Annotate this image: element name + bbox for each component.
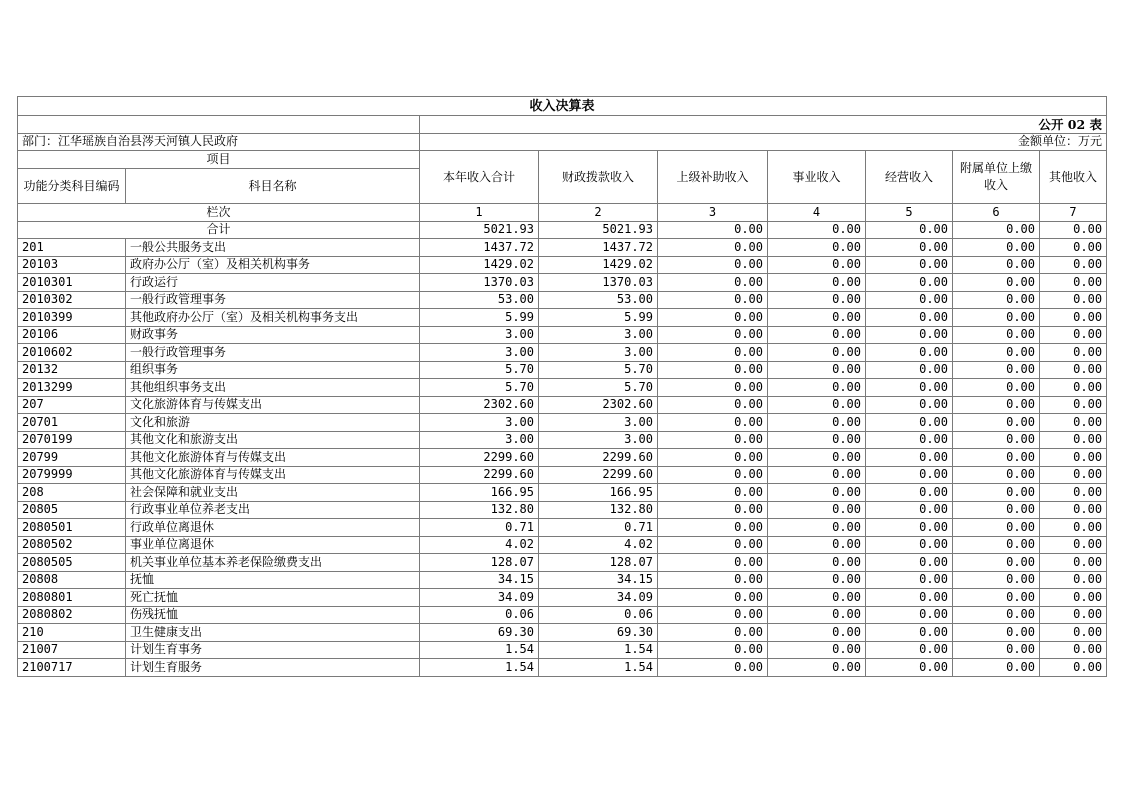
row-code: 2080802 — [18, 606, 126, 624]
row-value-col-4: 0.00 — [768, 571, 866, 589]
row-value-col-3: 0.00 — [658, 606, 768, 624]
row-value-col-6: 0.00 — [953, 589, 1040, 607]
row-value-col-3: 0.00 — [658, 344, 768, 362]
row-value-col-5: 0.00 — [866, 519, 953, 537]
row-value-col-3: 0.00 — [658, 309, 768, 327]
row-name: 行政运行 — [126, 274, 420, 292]
row-name: 一般行政管理事务 — [126, 291, 420, 309]
row-value-col-5: 0.00 — [866, 414, 953, 432]
row-value-col-5: 0.00 — [866, 606, 953, 624]
row-code: 20106 — [18, 326, 126, 344]
column-index-1: 1 — [420, 204, 539, 222]
row-value-col-6: 0.00 — [953, 239, 1040, 257]
row-value-col-1: 2302.60 — [420, 396, 539, 414]
row-value-col-7: 0.00 — [1040, 396, 1107, 414]
row-value-col-7: 0.00 — [1040, 274, 1107, 292]
row-value-col-6: 0.00 — [953, 519, 1040, 537]
row-value-col-4: 0.00 — [768, 239, 866, 257]
row-value-col-3: 0.00 — [658, 379, 768, 397]
row-value-col-5: 0.00 — [866, 624, 953, 642]
row-value-col-6: 0.00 — [953, 466, 1040, 484]
row-value-col-1: 1.54 — [420, 659, 539, 677]
header-col-1: 本年收入合计 — [420, 151, 539, 204]
row-value-col-2: 3.00 — [539, 326, 658, 344]
table-row — [18, 466, 1107, 484]
row-value-col-2: 5.99 — [539, 309, 658, 327]
table-row — [18, 624, 1107, 642]
table-row — [18, 659, 1107, 677]
row-name: 其他政府办公厅（室）及相关机构事务支出 — [126, 309, 420, 327]
row-code: 2010399 — [18, 309, 126, 327]
row-value-col-4: 0.00 — [768, 501, 866, 519]
table-row — [18, 449, 1107, 467]
row-code: 2010602 — [18, 344, 126, 362]
row-value-col-6: 0.00 — [953, 291, 1040, 309]
row-value-col-2: 0.71 — [539, 519, 658, 537]
row-value-col-3: 0.00 — [658, 589, 768, 607]
row-value-col-1: 3.00 — [420, 431, 539, 449]
row-value-col-4: 0.00 — [768, 344, 866, 362]
row-value-col-6: 0.00 — [953, 309, 1040, 327]
row-value-col-1: 1.54 — [420, 641, 539, 659]
row-value-col-4: 0.00 — [768, 361, 866, 379]
row-name: 组织事务 — [126, 361, 420, 379]
row-value-col-7: 0.00 — [1040, 379, 1107, 397]
total-label: 合计 — [18, 221, 420, 239]
row-value-col-1: 132.80 — [420, 501, 539, 519]
row-value-col-2: 5.70 — [539, 379, 658, 397]
total-value: 0.00 — [866, 221, 953, 239]
row-value-col-1: 5.70 — [420, 361, 539, 379]
row-code: 2100717 — [18, 659, 126, 677]
row-value-col-5: 0.00 — [866, 256, 953, 274]
row-value-col-6: 0.00 — [953, 641, 1040, 659]
row-value-col-3: 0.00 — [658, 519, 768, 537]
header-col-7: 其他收入 — [1040, 151, 1107, 204]
row-code: 20103 — [18, 256, 126, 274]
row-value-col-7: 0.00 — [1040, 291, 1107, 309]
row-name: 一般行政管理事务 — [126, 344, 420, 362]
row-value-col-7: 0.00 — [1040, 501, 1107, 519]
row-value-col-6: 0.00 — [953, 274, 1040, 292]
table-row — [18, 641, 1107, 659]
row-value-col-2: 4.02 — [539, 536, 658, 554]
income-statement-sheet — [17, 96, 1106, 677]
row-value-col-1: 4.02 — [420, 536, 539, 554]
table-row — [18, 291, 1107, 309]
row-value-col-4: 0.00 — [768, 256, 866, 274]
row-code: 20805 — [18, 501, 126, 519]
row-value-col-1: 1429.02 — [420, 256, 539, 274]
row-value-col-2: 1370.03 — [539, 274, 658, 292]
row-value-col-6: 0.00 — [953, 414, 1040, 432]
row-value-col-6: 0.00 — [953, 484, 1040, 502]
row-name: 其他文化旅游体育与传媒支出 — [126, 466, 420, 484]
row-value-col-4: 0.00 — [768, 536, 866, 554]
row-value-col-5: 0.00 — [866, 344, 953, 362]
row-code: 210 — [18, 624, 126, 642]
table-row — [18, 256, 1107, 274]
row-value-col-6: 0.00 — [953, 624, 1040, 642]
row-code: 2080505 — [18, 554, 126, 572]
row-value-col-2: 0.06 — [539, 606, 658, 624]
row-value-col-5: 0.00 — [866, 659, 953, 677]
row-code: 201 — [18, 239, 126, 257]
row-value-col-1: 3.00 — [420, 344, 539, 362]
row-value-col-2: 166.95 — [539, 484, 658, 502]
row-value-col-4: 0.00 — [768, 659, 866, 677]
header-col-5: 经营收入 — [866, 151, 953, 204]
row-value-col-7: 0.00 — [1040, 554, 1107, 572]
row-value-col-7: 0.00 — [1040, 256, 1107, 274]
row-value-col-4: 0.00 — [768, 589, 866, 607]
row-value-col-3: 0.00 — [658, 256, 768, 274]
row-code: 208 — [18, 484, 126, 502]
table-row — [18, 239, 1107, 257]
table-row — [18, 274, 1107, 292]
row-value-col-7: 0.00 — [1040, 624, 1107, 642]
table-row — [18, 501, 1107, 519]
row-value-col-5: 0.00 — [866, 326, 953, 344]
row-value-col-2: 1.54 — [539, 641, 658, 659]
row-value-col-3: 0.00 — [658, 291, 768, 309]
row-code: 20701 — [18, 414, 126, 432]
row-code: 2010302 — [18, 291, 126, 309]
row-value-col-4: 0.00 — [768, 326, 866, 344]
row-value-col-2: 1429.02 — [539, 256, 658, 274]
row-name: 财政事务 — [126, 326, 420, 344]
row-value-col-6: 0.00 — [953, 256, 1040, 274]
row-value-col-6: 0.00 — [953, 659, 1040, 677]
column-index-3: 3 — [658, 204, 768, 222]
income-table — [17, 96, 1107, 677]
header-col-6: 附属单位上缴收入 — [953, 151, 1040, 204]
row-value-col-5: 0.00 — [866, 449, 953, 467]
row-value-col-6: 0.00 — [953, 361, 1040, 379]
row-value-col-5: 0.00 — [866, 431, 953, 449]
row-value-col-4: 0.00 — [768, 449, 866, 467]
row-value-col-6: 0.00 — [953, 536, 1040, 554]
row-value-col-7: 0.00 — [1040, 326, 1107, 344]
row-value-col-3: 0.00 — [658, 326, 768, 344]
row-value-col-4: 0.00 — [768, 519, 866, 537]
table-row — [18, 484, 1107, 502]
row-value-col-3: 0.00 — [658, 449, 768, 467]
row-value-col-4: 0.00 — [768, 309, 866, 327]
row-value-col-1: 34.15 — [420, 571, 539, 589]
total-value: 5021.93 — [539, 221, 658, 239]
row-value-col-4: 0.00 — [768, 379, 866, 397]
row-value-col-7: 0.00 — [1040, 659, 1107, 677]
row-code: 2079999 — [18, 466, 126, 484]
row-name: 其他文化和旅游支出 — [126, 431, 420, 449]
row-value-col-5: 0.00 — [866, 239, 953, 257]
row-value-col-5: 0.00 — [866, 309, 953, 327]
amount-unit-label: 金额单位：万元 — [420, 133, 1107, 151]
header-code: 功能分类科目编码 — [18, 169, 126, 204]
row-value-col-1: 128.07 — [420, 554, 539, 572]
row-code: 2080801 — [18, 589, 126, 607]
row-value-col-3: 0.00 — [658, 274, 768, 292]
row-code: 2080501 — [18, 519, 126, 537]
total-value: 0.00 — [768, 221, 866, 239]
row-code: 20799 — [18, 449, 126, 467]
department-label: 部门：江华瑶族自治县涔天河镇人民政府 — [18, 133, 420, 151]
row-value-col-2: 3.00 — [539, 431, 658, 449]
row-value-col-4: 0.00 — [768, 396, 866, 414]
row-code: 21007 — [18, 641, 126, 659]
row-value-col-5: 0.00 — [866, 589, 953, 607]
total-row — [18, 221, 1107, 239]
row-value-col-2: 1.54 — [539, 659, 658, 677]
row-value-col-7: 0.00 — [1040, 309, 1107, 327]
row-value-col-7: 0.00 — [1040, 484, 1107, 502]
row-value-col-1: 1370.03 — [420, 274, 539, 292]
row-value-col-1: 166.95 — [420, 484, 539, 502]
table-row — [18, 361, 1107, 379]
row-value-col-4: 0.00 — [768, 414, 866, 432]
column-index-7: 7 — [1040, 204, 1107, 222]
row-code: 2070199 — [18, 431, 126, 449]
row-name: 一般公共服务支出 — [126, 239, 420, 257]
row-value-col-1: 0.71 — [420, 519, 539, 537]
row-value-col-1: 53.00 — [420, 291, 539, 309]
total-value: 0.00 — [658, 221, 768, 239]
row-value-col-2: 2302.60 — [539, 396, 658, 414]
row-code: 207 — [18, 396, 126, 414]
row-value-col-7: 0.00 — [1040, 606, 1107, 624]
row-value-col-4: 0.00 — [768, 554, 866, 572]
row-name: 其他组织事务支出 — [126, 379, 420, 397]
row-value-col-5: 0.00 — [866, 571, 953, 589]
row-value-col-6: 0.00 — [953, 326, 1040, 344]
row-value-col-7: 0.00 — [1040, 589, 1107, 607]
row-value-col-2: 5.70 — [539, 361, 658, 379]
row-value-col-3: 0.00 — [658, 641, 768, 659]
row-value-col-2: 128.07 — [539, 554, 658, 572]
row-value-col-2: 132.80 — [539, 501, 658, 519]
row-value-col-6: 0.00 — [953, 554, 1040, 572]
row-value-col-2: 3.00 — [539, 414, 658, 432]
table-row — [18, 414, 1107, 432]
row-name: 行政单位离退休 — [126, 519, 420, 537]
table-title: 收入决算表 — [18, 97, 1107, 116]
row-value-col-1: 34.09 — [420, 589, 539, 607]
header-col-4: 事业收入 — [768, 151, 866, 204]
row-value-col-1: 5.70 — [420, 379, 539, 397]
row-value-col-5: 0.00 — [866, 501, 953, 519]
row-value-col-3: 0.00 — [658, 431, 768, 449]
row-value-col-1: 2299.60 — [420, 466, 539, 484]
row-value-col-3: 0.00 — [658, 501, 768, 519]
table-row — [18, 326, 1107, 344]
row-value-col-6: 0.00 — [953, 396, 1040, 414]
row-name: 死亡抚恤 — [126, 589, 420, 607]
row-code: 20808 — [18, 571, 126, 589]
column-index-2: 2 — [539, 204, 658, 222]
row-value-col-5: 0.00 — [866, 641, 953, 659]
row-name: 伤残抚恤 — [126, 606, 420, 624]
row-value-col-5: 0.00 — [866, 484, 953, 502]
row-value-col-5: 0.00 — [866, 396, 953, 414]
table-row — [18, 309, 1107, 327]
row-value-col-1: 3.00 — [420, 414, 539, 432]
row-value-col-4: 0.00 — [768, 484, 866, 502]
row-value-col-3: 0.00 — [658, 466, 768, 484]
total-value: 5021.93 — [420, 221, 539, 239]
row-value-col-2: 2299.60 — [539, 466, 658, 484]
row-value-col-5: 0.00 — [866, 291, 953, 309]
row-value-col-6: 0.00 — [953, 379, 1040, 397]
row-value-col-2: 53.00 — [539, 291, 658, 309]
table-row — [18, 589, 1107, 607]
row-value-col-6: 0.00 — [953, 501, 1040, 519]
row-code: 2010301 — [18, 274, 126, 292]
row-value-col-1: 0.06 — [420, 606, 539, 624]
row-value-col-2: 69.30 — [539, 624, 658, 642]
column-index-5: 5 — [866, 204, 953, 222]
row-value-col-7: 0.00 — [1040, 431, 1107, 449]
header-item: 项目 — [18, 151, 420, 169]
row-name: 其他文化旅游体育与传媒支出 — [126, 449, 420, 467]
row-value-col-1: 1437.72 — [420, 239, 539, 257]
row-value-col-7: 0.00 — [1040, 449, 1107, 467]
header-col-3: 上级补助收入 — [658, 151, 768, 204]
column-index-4: 4 — [768, 204, 866, 222]
row-value-col-3: 0.00 — [658, 536, 768, 554]
row-value-col-7: 0.00 — [1040, 571, 1107, 589]
table-row — [18, 536, 1107, 554]
row-value-col-4: 0.00 — [768, 641, 866, 659]
row-name: 事业单位离退休 — [126, 536, 420, 554]
row-value-col-5: 0.00 — [866, 361, 953, 379]
row-code: 20132 — [18, 361, 126, 379]
row-value-col-1: 3.00 — [420, 326, 539, 344]
row-name: 文化旅游体育与传媒支出 — [126, 396, 420, 414]
row-value-col-3: 0.00 — [658, 659, 768, 677]
table-row — [18, 344, 1107, 362]
header-col-2: 财政拨款收入 — [539, 151, 658, 204]
row-value-col-6: 0.00 — [953, 449, 1040, 467]
blank-cell — [18, 116, 420, 134]
row-value-col-5: 0.00 — [866, 536, 953, 554]
row-value-col-6: 0.00 — [953, 606, 1040, 624]
total-value: 0.00 — [1040, 221, 1107, 239]
row-value-col-6: 0.00 — [953, 431, 1040, 449]
row-value-col-7: 0.00 — [1040, 519, 1107, 537]
row-value-col-4: 0.00 — [768, 624, 866, 642]
row-value-col-5: 0.00 — [866, 554, 953, 572]
table-row — [18, 571, 1107, 589]
row-value-col-3: 0.00 — [658, 396, 768, 414]
row-value-col-1: 2299.60 — [420, 449, 539, 467]
row-value-col-6: 0.00 — [953, 571, 1040, 589]
row-value-col-1: 69.30 — [420, 624, 539, 642]
header-name: 科目名称 — [126, 169, 420, 204]
row-value-col-2: 34.09 — [539, 589, 658, 607]
row-value-col-7: 0.00 — [1040, 414, 1107, 432]
row-name: 政府办公厅（室）及相关机构事务 — [126, 256, 420, 274]
row-name: 卫生健康支出 — [126, 624, 420, 642]
row-value-col-4: 0.00 — [768, 466, 866, 484]
row-value-col-2: 34.15 — [539, 571, 658, 589]
total-value: 0.00 — [953, 221, 1040, 239]
row-name: 计划生育事务 — [126, 641, 420, 659]
row-value-col-1: 5.99 — [420, 309, 539, 327]
column-index-label: 栏次 — [18, 204, 420, 222]
row-value-col-3: 0.00 — [658, 624, 768, 642]
row-name: 行政事业单位养老支出 — [126, 501, 420, 519]
table-row — [18, 554, 1107, 572]
row-value-col-4: 0.00 — [768, 606, 866, 624]
row-name: 抚恤 — [126, 571, 420, 589]
row-value-col-7: 0.00 — [1040, 344, 1107, 362]
table-row — [18, 519, 1107, 537]
row-value-col-7: 0.00 — [1040, 536, 1107, 554]
row-value-col-4: 0.00 — [768, 291, 866, 309]
row-value-col-7: 0.00 — [1040, 466, 1107, 484]
row-value-col-2: 2299.60 — [539, 449, 658, 467]
row-value-col-2: 1437.72 — [539, 239, 658, 257]
row-value-col-3: 0.00 — [658, 554, 768, 572]
row-value-col-5: 0.00 — [866, 379, 953, 397]
row-value-col-5: 0.00 — [866, 274, 953, 292]
row-value-col-3: 0.00 — [658, 571, 768, 589]
row-value-col-7: 0.00 — [1040, 361, 1107, 379]
row-code: 2013299 — [18, 379, 126, 397]
form-number: 公开 02 表 — [420, 116, 1107, 134]
row-value-col-3: 0.00 — [658, 414, 768, 432]
table-row — [18, 379, 1107, 397]
row-value-col-7: 0.00 — [1040, 239, 1107, 257]
row-value-col-4: 0.00 — [768, 431, 866, 449]
row-value-col-3: 0.00 — [658, 361, 768, 379]
column-index-6: 6 — [953, 204, 1040, 222]
row-name: 计划生育服务 — [126, 659, 420, 677]
row-value-col-5: 0.00 — [866, 466, 953, 484]
row-name: 机关事业单位基本养老保险缴费支出 — [126, 554, 420, 572]
row-name: 文化和旅游 — [126, 414, 420, 432]
row-value-col-4: 0.00 — [768, 274, 866, 292]
row-value-col-3: 0.00 — [658, 239, 768, 257]
table-row — [18, 606, 1107, 624]
row-value-col-3: 0.00 — [658, 484, 768, 502]
row-value-col-2: 3.00 — [539, 344, 658, 362]
row-value-col-7: 0.00 — [1040, 641, 1107, 659]
table-row — [18, 396, 1107, 414]
table-row — [18, 431, 1107, 449]
row-name: 社会保障和就业支出 — [126, 484, 420, 502]
row-code: 2080502 — [18, 536, 126, 554]
row-value-col-6: 0.00 — [953, 344, 1040, 362]
